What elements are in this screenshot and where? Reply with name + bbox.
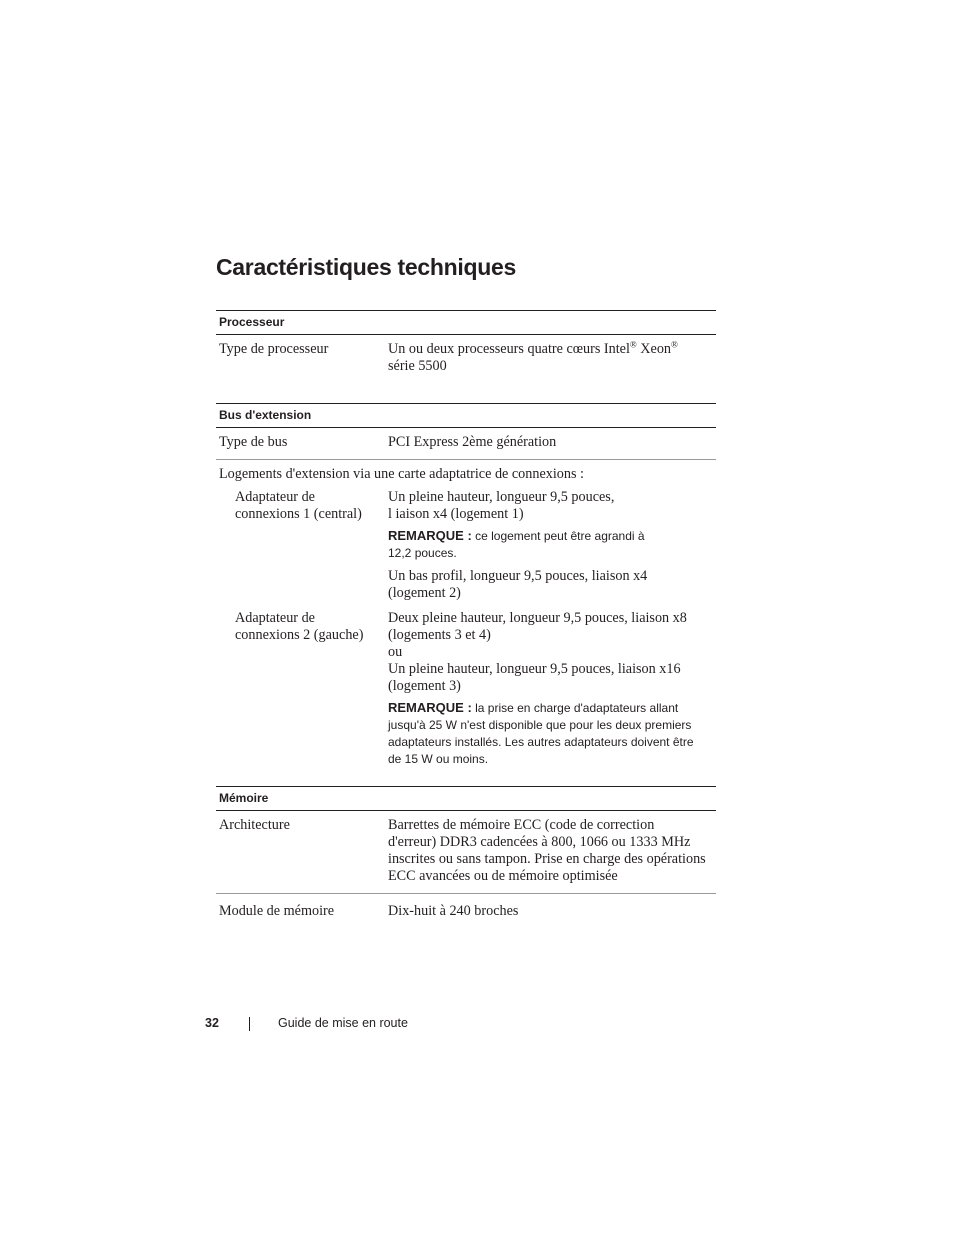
note-text: jusqu'à 25 W n'est disponible que pour les deux premiers: [388, 718, 692, 732]
spec-value: [385, 811, 716, 894]
spec-label: Architecture: [216, 811, 385, 894]
spacer: [216, 768, 716, 787]
spec-value: PCI Express 2ème génération: [385, 428, 716, 460]
spec-label: [216, 602, 385, 768]
spec-value: Dix-huit à 240 broches: [388, 903, 519, 919]
spec-label: Module de mémoire: [219, 903, 335, 919]
spec-label: Type de processeur: [219, 341, 329, 357]
spec-value-line: [388, 341, 713, 358]
table-row: [216, 335, 716, 384]
note-text: de 15 W ou moins.: [388, 752, 489, 766]
registered-mark: ®: [671, 339, 678, 350]
section-header-bus: [216, 404, 716, 428]
spec-value-line: ou: [388, 644, 403, 660]
spec-value-line: (logement 2): [388, 585, 461, 601]
note-text: ce logement peut être agrandi à: [471, 529, 645, 543]
spec-value: [385, 335, 716, 384]
spec-label-line: connexions 2 (gauche): [235, 627, 364, 643]
section-header-processeur: [216, 311, 716, 335]
spec-value-line: Un bas profil, longueur 9,5 pouces, liaison x4: [388, 568, 648, 584]
spec-value-line: l iaison x4 (logement 1): [388, 506, 524, 522]
table-row: [216, 811, 716, 894]
spec-value-line: inscrites ou sans tampon. Prise en charge des opérations: [388, 851, 706, 867]
spec-value-line: d'erreur) DDR3 cadencées à 800, 1066 ou 1333 MHz: [388, 834, 691, 850]
spec-value-line: Deux pleine hauteur, longueur 9,5 pouces, liaison x8: [388, 610, 687, 626]
note-label: REMARQUE :: [388, 528, 472, 543]
section-header-memoire: [216, 787, 716, 811]
spec-value: [385, 489, 716, 602]
note: [388, 527, 713, 562]
guide-title: Guide de mise en route: [278, 1016, 408, 1030]
spec-value-line: Un pleine hauteur, longueur 9,5 pouces,: [388, 489, 615, 505]
note-text: adaptateurs installés. Les autres adaptateurs doivent être: [388, 735, 694, 749]
page-title: Caractéristiques techniques: [216, 254, 516, 280]
section-title: Bus d'extension: [216, 404, 716, 428]
spec-value-line: (logement 3): [388, 678, 461, 694]
spec-value-line: Un pleine hauteur, longueur 9,5 pouces, liaison x16: [388, 661, 681, 677]
spec-value-line: série 5500: [388, 358, 447, 374]
spec-label: Logements d'extension via une carte adaptatrice de connexions :: [219, 466, 584, 482]
spec-label-line: Adaptateur de: [235, 489, 315, 505]
spec-value-line: (logements 3 et 4): [388, 627, 491, 643]
registered-mark: ®: [629, 339, 637, 350]
spec-label-line: Adaptateur de: [235, 610, 315, 626]
spec-label: [216, 489, 385, 602]
note-label: REMARQUE :: [388, 700, 472, 715]
section-title: Processeur: [216, 311, 716, 335]
spacer: [216, 383, 716, 404]
section-title: Mémoire: [216, 787, 716, 811]
text-fragment: Xeon: [636, 341, 672, 357]
spec-label-line: connexions 1 (central): [235, 506, 362, 522]
table-row: [216, 428, 716, 460]
specifications-table: [216, 310, 716, 928]
spec-value-line: ECC avancées ou de mémoire optimisée: [388, 868, 618, 884]
table-row: [216, 460, 716, 490]
table-row: [216, 602, 716, 768]
note-text: la prise en charge d'adaptateurs allant: [471, 701, 679, 715]
footer-divider: [249, 1017, 250, 1031]
table-row: [216, 894, 716, 929]
note-text: 12,2 pouces.: [388, 546, 457, 560]
page-number: 32: [205, 1016, 219, 1030]
spec-value-line: Barrettes de mémoire ECC (code de correction: [388, 817, 655, 833]
note: [388, 699, 713, 768]
text-fragment: Un ou deux processeurs quatre cœurs Intel: [388, 341, 630, 357]
spec-value: [385, 602, 716, 768]
table-row: [216, 489, 716, 602]
spec-label: Type de bus: [216, 428, 385, 460]
